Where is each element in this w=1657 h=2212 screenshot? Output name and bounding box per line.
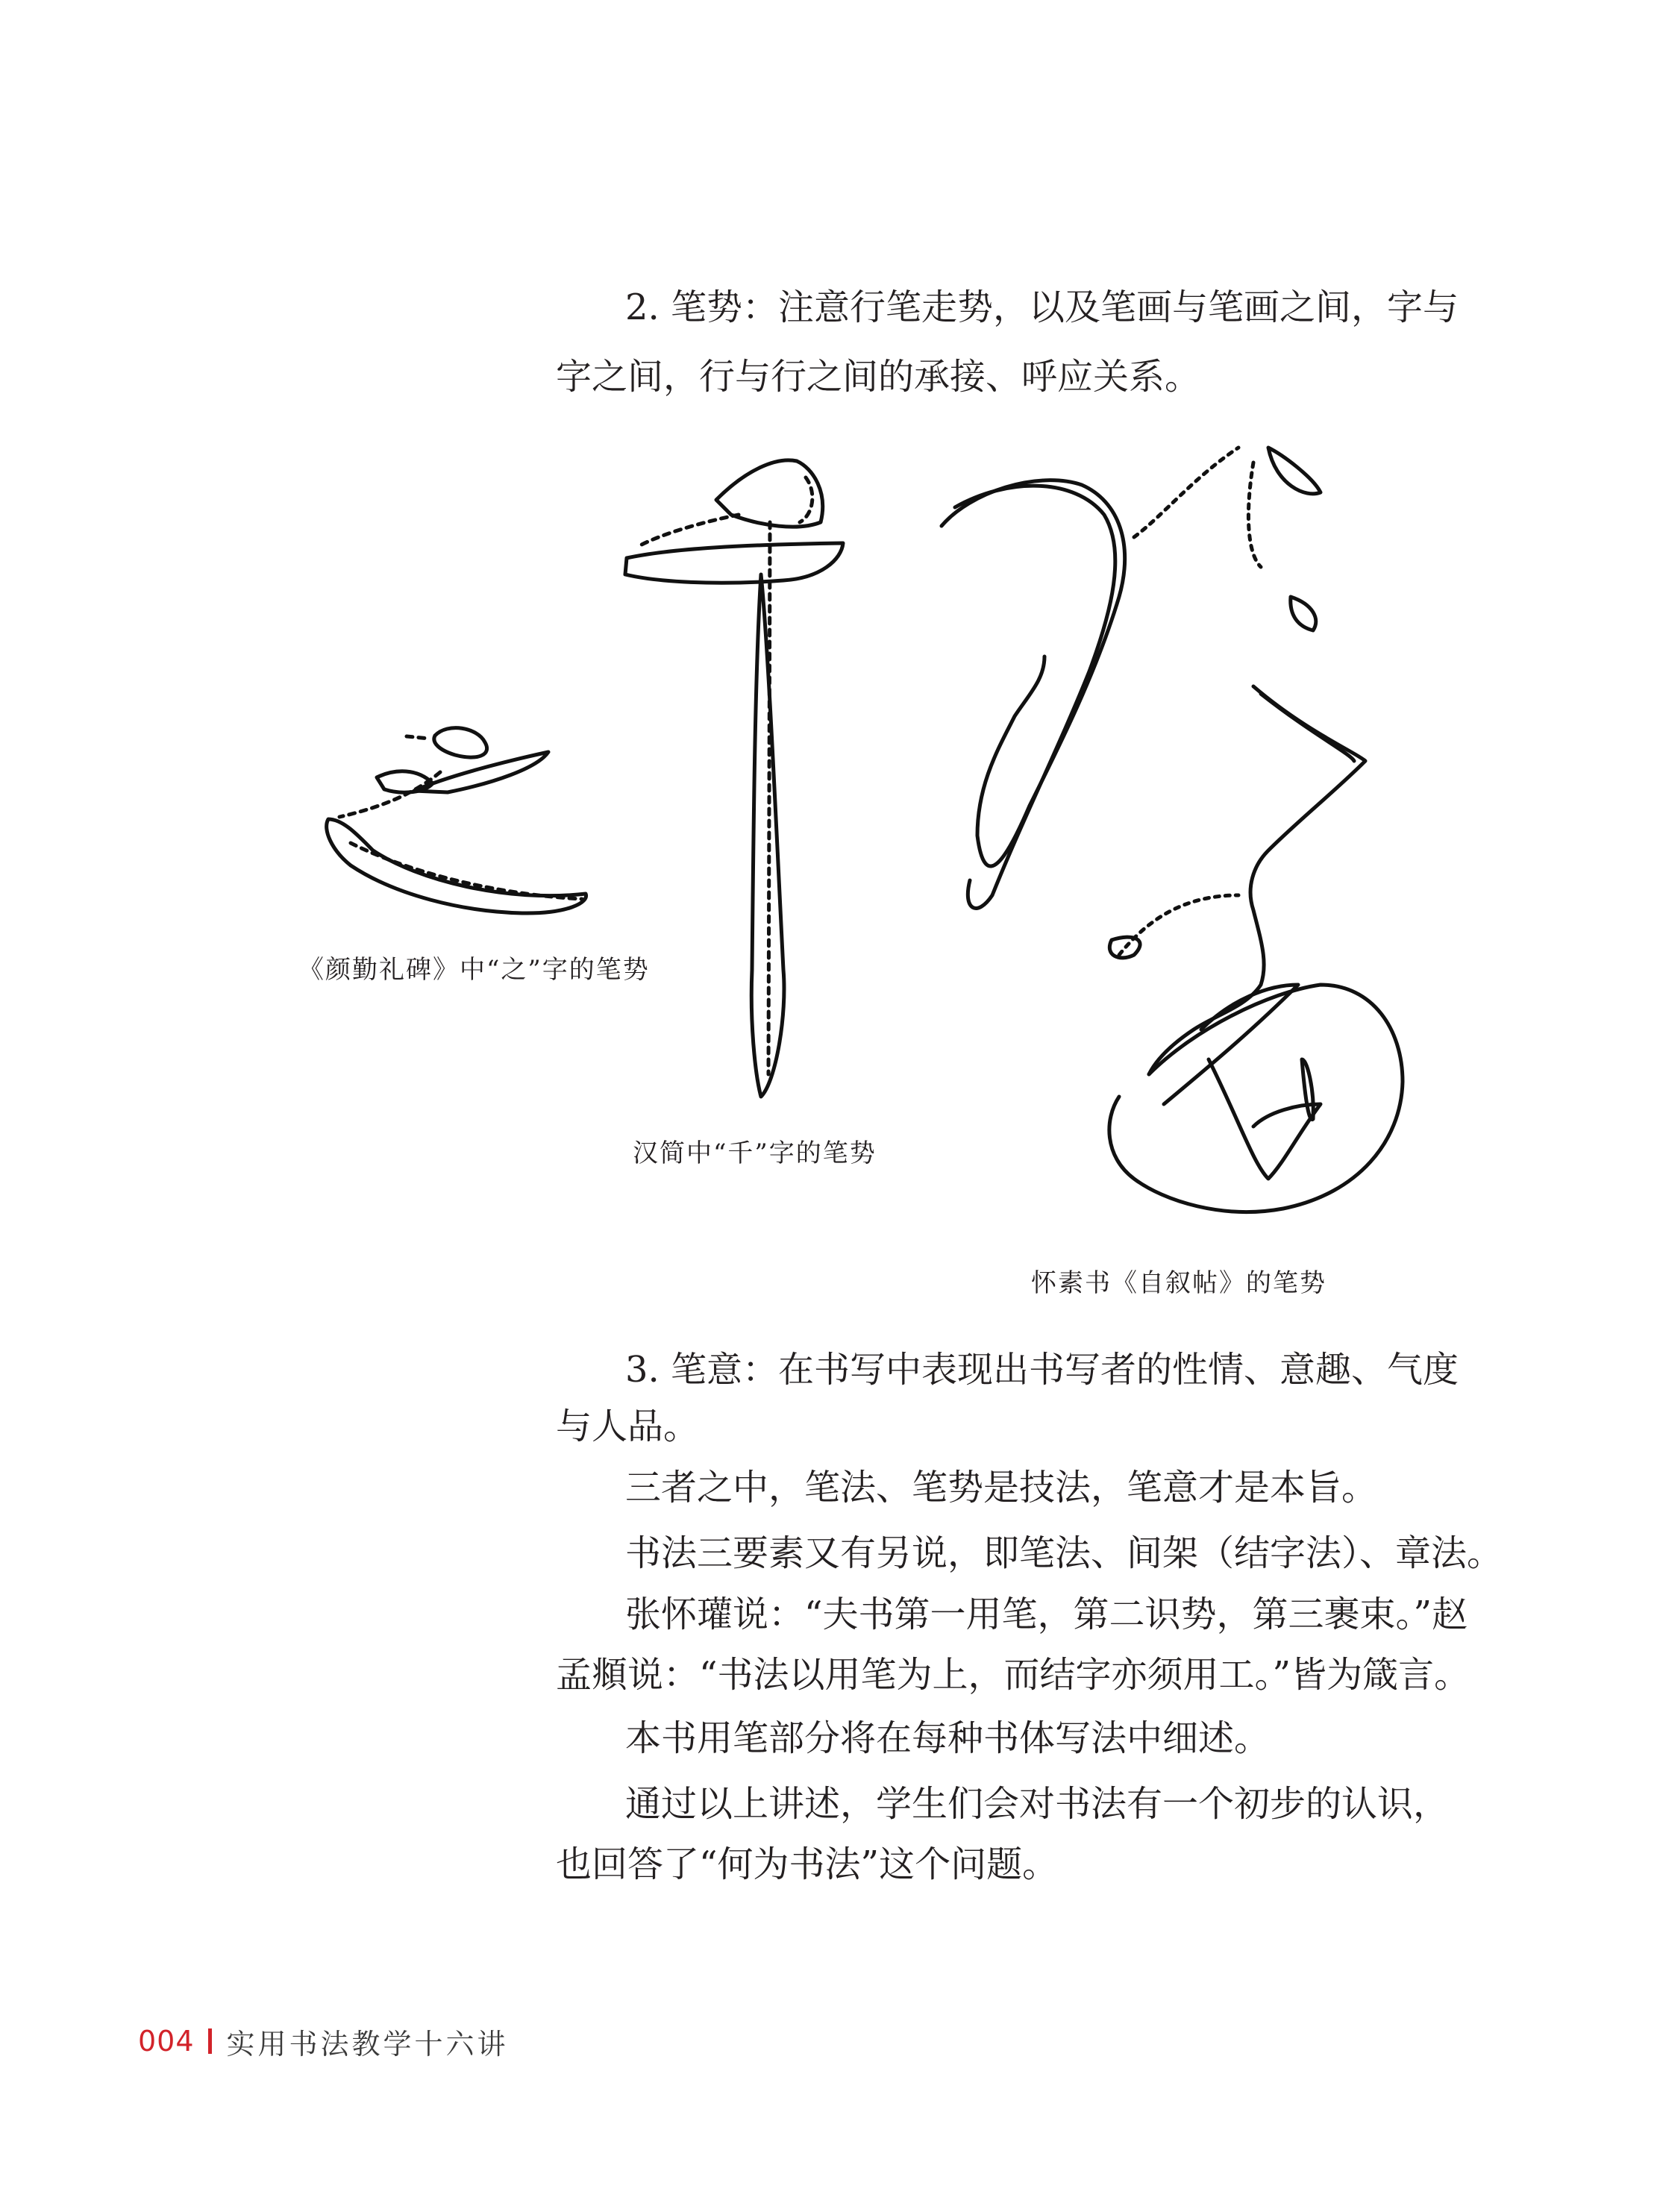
caption-zhi: 《颜勤礼碑》中“之”字的笔势 (298, 955, 650, 985)
body-paragraph-1: 三者之中，笔法、笔势是技法，笔意才是本旨。 (625, 1467, 1378, 1508)
body-paragraph-5-line-1: 通过以上讲述，学生们会对书法有一个初步的认识， (625, 1783, 1450, 1825)
book-title: 实用书法教学十六讲 (226, 2027, 509, 2061)
body-paragraph-3-line-2: 孟頫说：“书法以用笔为上，而结字亦须用工。”皆为箴言。 (556, 1654, 1470, 1696)
section-2-line-1: 2. 笔势：注意行笔走势，以及笔画与笔画之间，字与 (625, 286, 1459, 328)
section-3-line-2: 与人品。 (556, 1406, 700, 1447)
zhi-character-sketch (327, 728, 586, 913)
body-paragraph-3-line-1: 张怀瓘说：“夫书第一用笔，第二识势，第三裹束。”赵 (625, 1594, 1468, 1635)
footer-separator (208, 2028, 212, 2054)
qian-character-sketch (625, 460, 843, 1097)
caption-qian: 汉简中“千”字的笔势 (633, 1138, 877, 1168)
body-paragraph-5-line-2: 也回答了“何为书法”这个问题。 (556, 1843, 1059, 1885)
page-footer (138, 2019, 509, 2064)
section-3-line-1: 3. 笔意：在书写中表现出书写者的性情、意趣、气度 (625, 1349, 1459, 1391)
body-paragraph-4: 本书用笔部分将在每种书体写法中细述。 (625, 1717, 1271, 1759)
body-paragraph-2: 书法三要素又有另说，即笔法、间架（结字法）、章法。 (625, 1532, 1503, 1574)
page-number: 004 (138, 2025, 195, 2058)
huaisu-cursive-sketch (942, 448, 1403, 1212)
section-2-line-2: 字之间，行与行之间的承接、呼应关系。 (556, 356, 1201, 398)
caption-huaisu: 怀素书《自叙帖》的笔势 (1031, 1268, 1326, 1298)
